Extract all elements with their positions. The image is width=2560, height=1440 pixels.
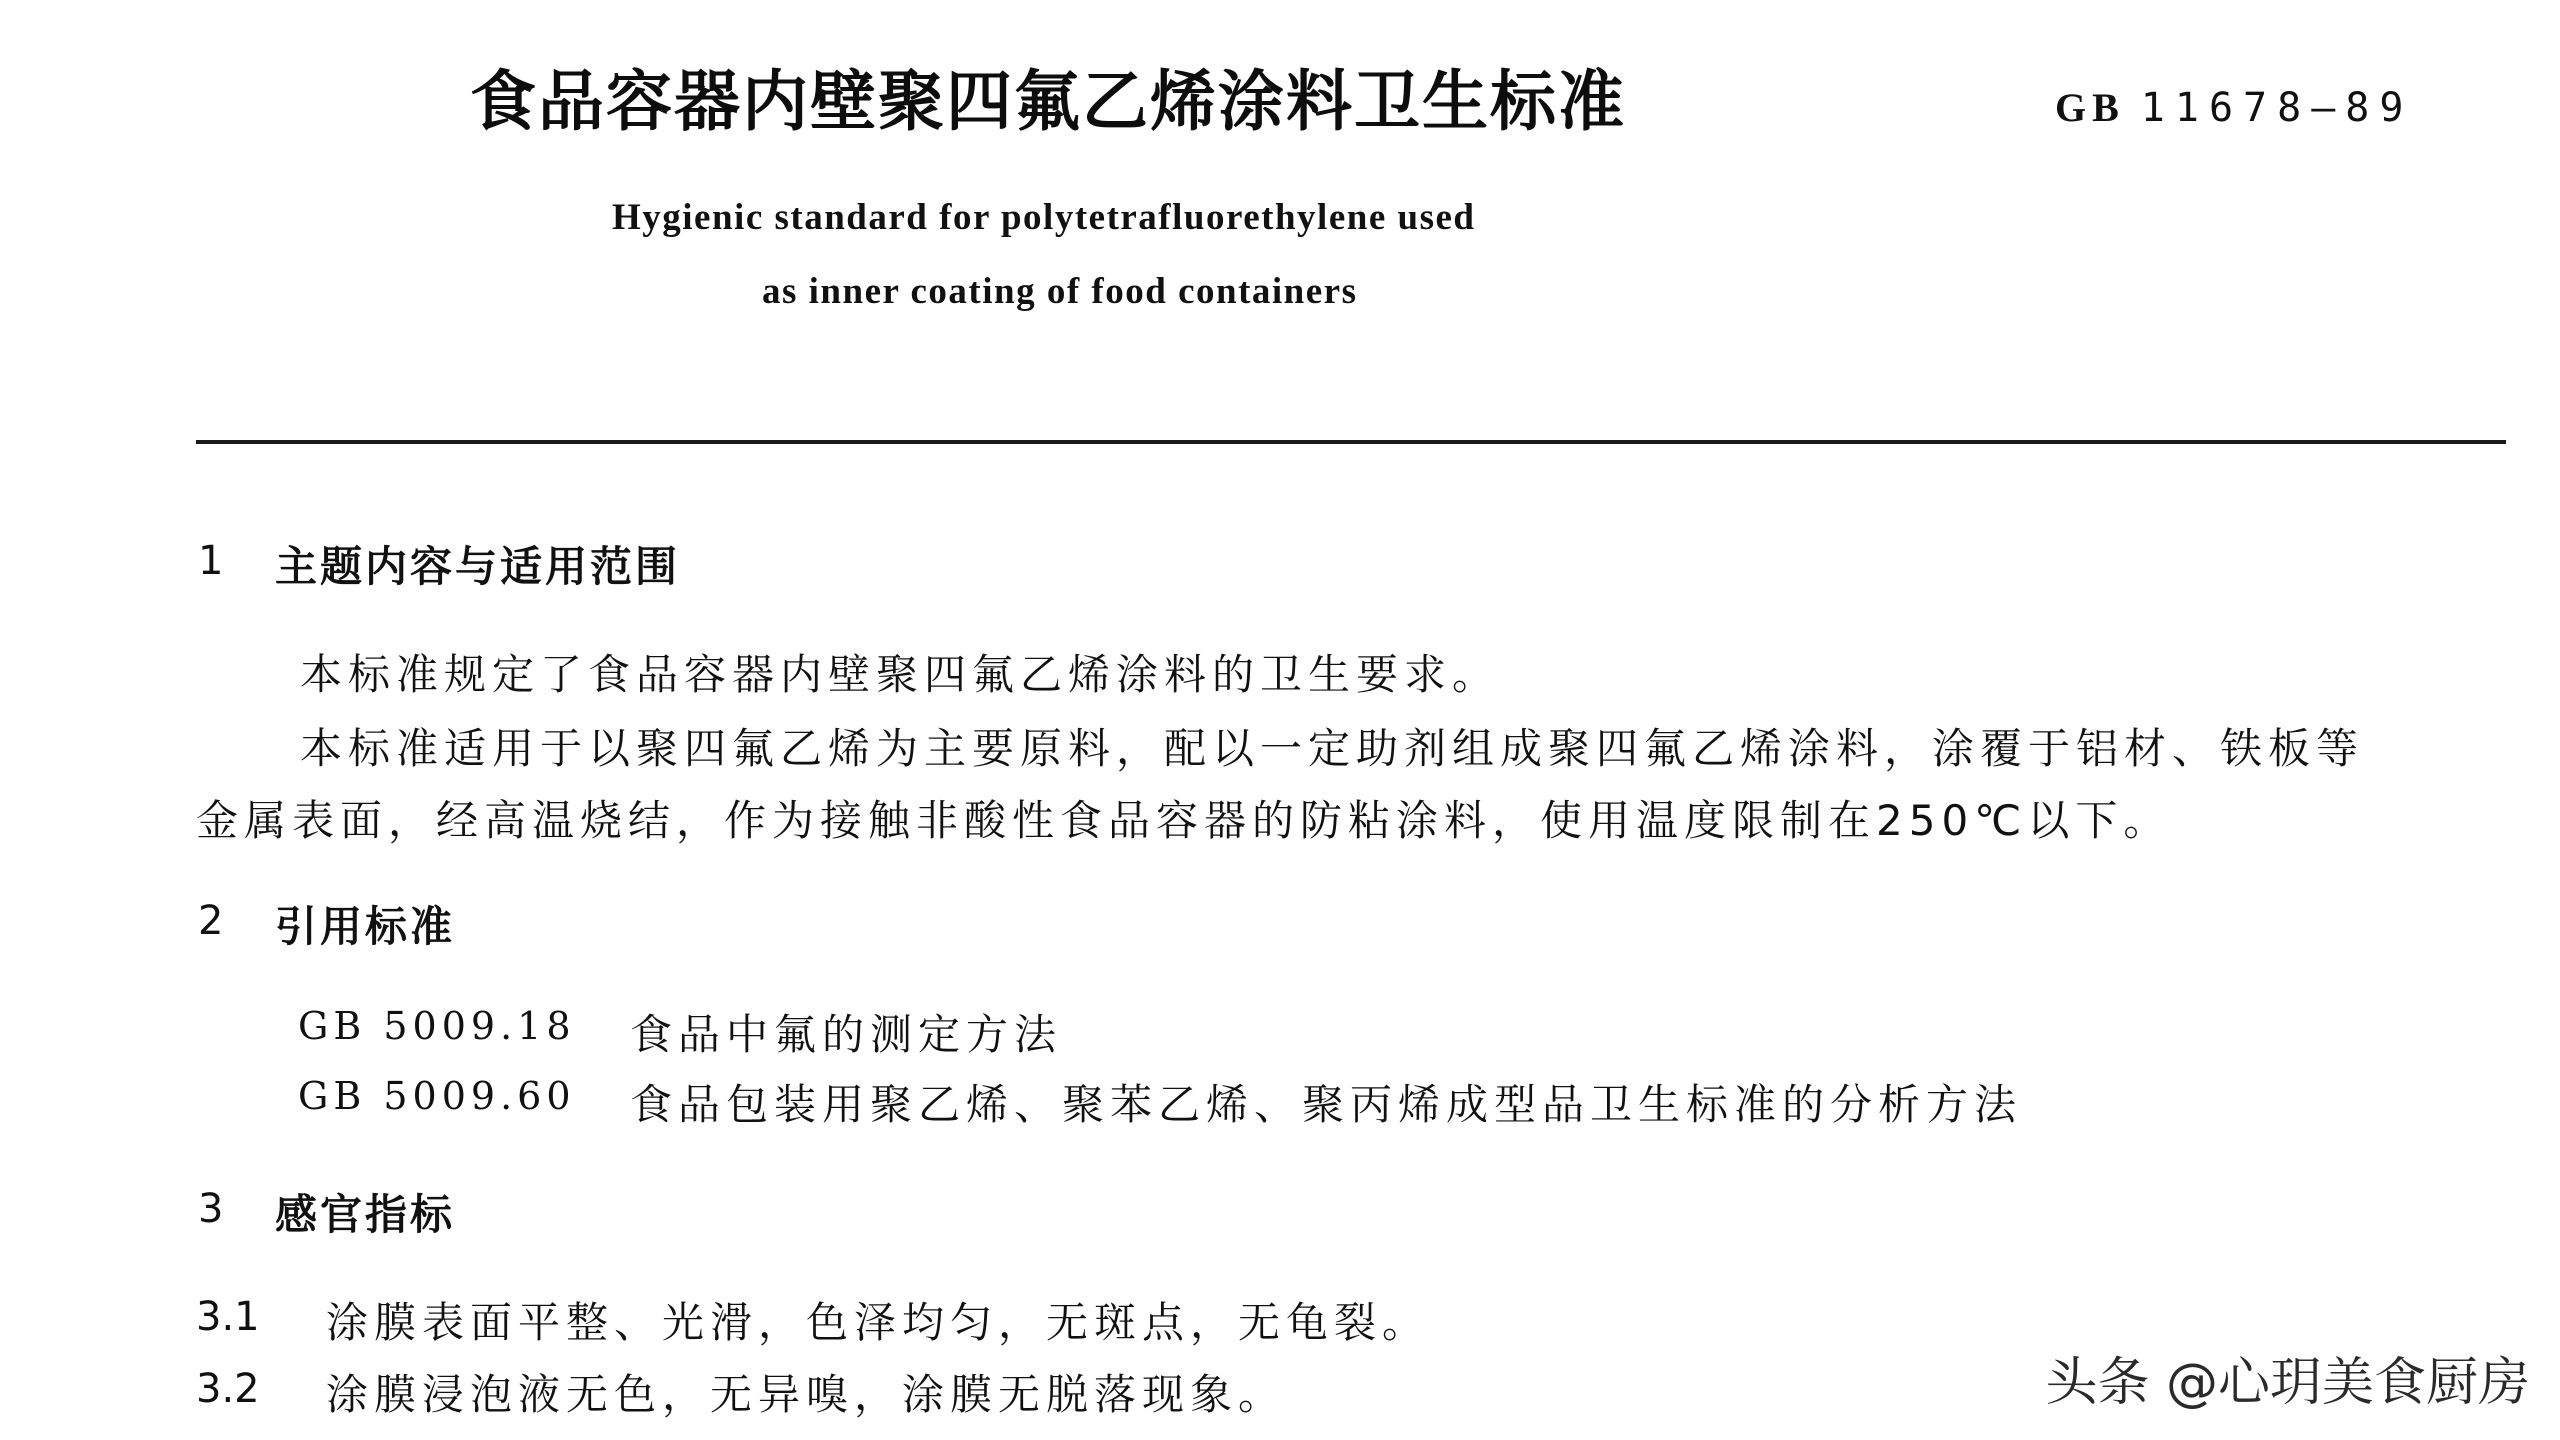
- watermark: 头条 @心玥美食厨房: [2045, 1353, 2530, 1413]
- reference-title: 食品包装用聚乙烯、聚苯乙烯、聚丙烯成型品卫生标准的分析方法: [630, 1080, 2023, 1129]
- document-title: 食品容器内壁聚四氟乙烯涂料卫生标准: [470, 63, 1626, 140]
- english-title-line-1: Hygienic standard for polytetrafluorethylene used: [612, 197, 1476, 238]
- item-text: 涂膜表面平整、光滑，色泽均匀，无斑点，无龟裂。: [326, 1298, 1431, 1347]
- english-title-line-2: as inner coating of food containers: [762, 271, 1358, 312]
- header-divider: [196, 440, 2506, 444]
- section-1-number: 1: [198, 538, 224, 584]
- item-number: 3.2: [196, 1366, 260, 1412]
- reference-code: GB 5009.60: [298, 1074, 576, 1118]
- section-2-number: 2: [198, 898, 224, 944]
- section-1-paragraph-2-line-1: 本标准适用于以聚四氟乙烯为主要原料，配以一定助剂组成聚四氟乙烯涂料，涂覆于铝材、铁板等: [300, 724, 2365, 773]
- item-text: 涂膜浸泡液无色，无异嗅，涂膜无脱落现象。: [326, 1370, 1287, 1419]
- section-1-paragraph-2-line-2: 金属表面，经高温烧结，作为接触非酸性食品容器的防粘涂料，使用温度限制在250℃以下。: [196, 796, 2172, 845]
- section-1-heading: 主题内容与适用范围: [275, 542, 681, 591]
- section-2-heading: 引用标准: [275, 902, 456, 951]
- section-1-paragraph-1: 本标准规定了食品容器内壁聚四氟乙烯涂料的卫生要求。: [300, 650, 1501, 699]
- reference-title: 食品中氟的测定方法: [630, 1010, 1063, 1059]
- item-number: 3.1: [196, 1294, 260, 1340]
- reference-code: GB 5009.18: [298, 1004, 576, 1048]
- standard-code: [2055, 84, 2413, 131]
- standard-prefix: GB: [2055, 85, 2125, 130]
- section-3-number: 3: [198, 1186, 224, 1232]
- standard-number: 11678—89: [2140, 85, 2414, 131]
- section-3-heading: 感官指标: [275, 1190, 456, 1239]
